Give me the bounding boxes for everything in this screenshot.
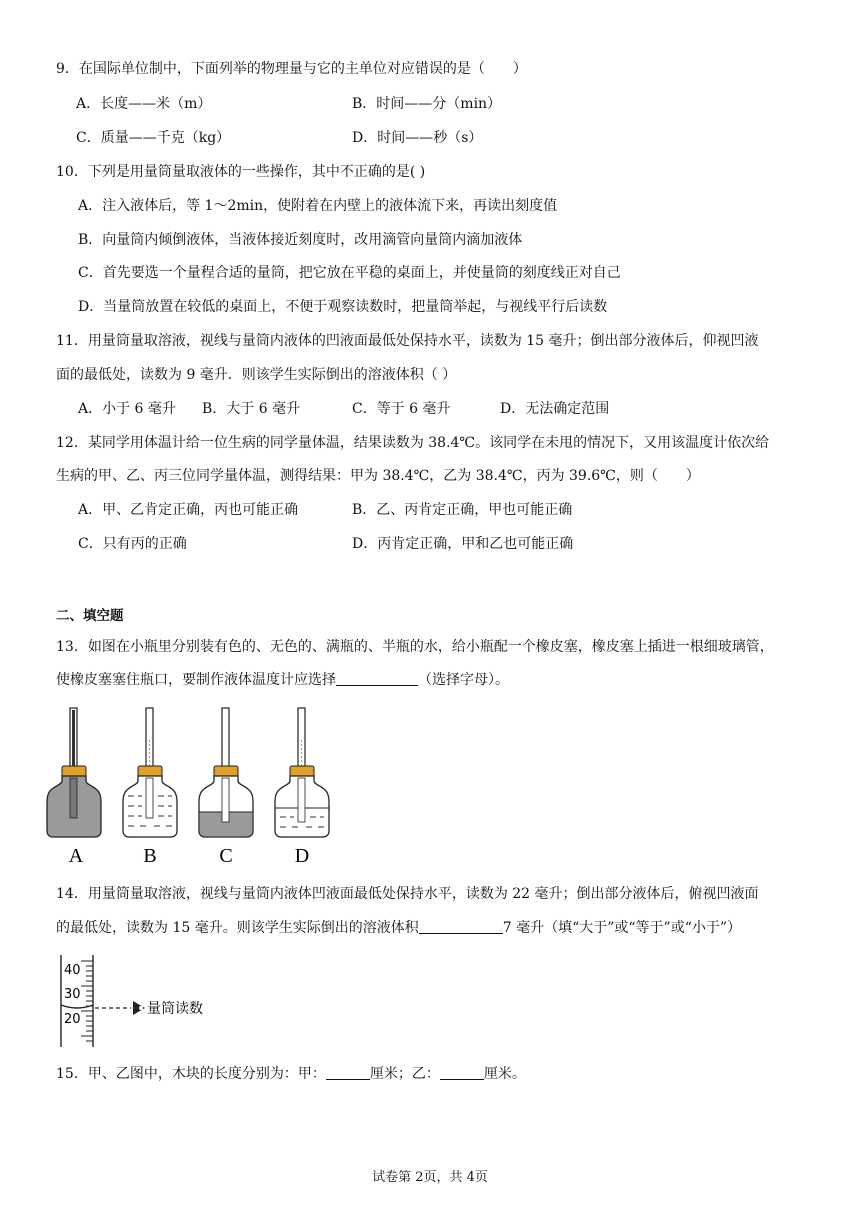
q12-option-d: D．丙肯定正确，甲和乙也可能正确 bbox=[352, 536, 574, 552]
q11-option-a: A．小于 6 毫升 bbox=[78, 401, 176, 417]
q14-stem-line1: 14．用量筒量取溶液，视线与量筒内液体凹液面最低处保持水平，读数为 22 毫升；倒出部分液体后，俯视凹液面 bbox=[56, 886, 759, 902]
q13-answer-blank[interactable] bbox=[336, 670, 418, 686]
bottle-label-b: B bbox=[143, 845, 157, 867]
q15-answer-blank-1[interactable] bbox=[326, 1064, 370, 1080]
q10-option-c: C．首先要选一个量程合适的量筒，把它放在平稳的桌面上，并使量筒的刻度线正对自己 bbox=[78, 265, 621, 281]
bottle-label-c: C bbox=[219, 845, 233, 867]
q13-stem-suffix: （选择字母）。 bbox=[418, 672, 509, 688]
q12-stem-line2: 生病的甲、乙、丙三位同学量体温，测得结果：甲为 38.4℃，乙为 38.4℃，丙为 39.6℃，则（ ） bbox=[56, 468, 700, 484]
bottle-a bbox=[47, 708, 101, 837]
q14-stem-text: 的最低处，读数为 15 毫升。则该学生实际倒出的溶液体积 bbox=[56, 920, 419, 936]
bottle-label-d: D bbox=[294, 845, 310, 867]
q14-stem-line2 bbox=[56, 918, 741, 938]
q9-option-a: A．长度——米（m） bbox=[76, 96, 212, 112]
q9-option-c: C．质量——千克（kg） bbox=[76, 130, 231, 146]
q15-stem bbox=[56, 1064, 526, 1084]
q13-stem-line1: 13．如图在小瓶里分别装有色的、无色的、满瓶的、半瓶的水，给小瓶配一个橡皮塞，橡皮塞上插进一根细玻璃管， bbox=[56, 639, 774, 655]
scale-label-20: 20 bbox=[64, 1012, 81, 1027]
eye-icon bbox=[133, 1001, 145, 1015]
q11-option-d: D．无法确定范围 bbox=[500, 401, 610, 417]
q10-option-b: B．向量筒内倾倒液体，当液体接近刻度时，改用滴管向量筒内滴加液体 bbox=[78, 232, 523, 248]
bottle-b bbox=[123, 708, 177, 837]
q10-option-d: D．当量筒放置在较低的桌面上，不便于观察读数时，把量筒举起，与视线平行后读数 bbox=[78, 299, 608, 315]
q12-option-b: B．乙、丙肯定正确，甲也可能正确 bbox=[352, 502, 573, 518]
q11-stem-line1: 11．用量筒量取溶液，视线与量筒内液体的凹液面最低处保持水平，读数为 15 毫升；倒出部分液体后，仰视凹液 bbox=[56, 333, 759, 349]
q12-option-a: A．甲、乙肯定正确，丙也可能正确 bbox=[78, 502, 299, 518]
q12-stem-line1: 12．某同学用体温计给一位生病的同学量体温，结果读数为 38.4℃。该同学在未甩的情况下，又用该温度计依次给 bbox=[56, 435, 770, 451]
q9-stem: 9．在国际单位制中，下面列举的物理量与它的主单位对应错误的是（ ） bbox=[56, 61, 527, 77]
q11-stem-line2: 面的最低处，读数为 9 毫升．则该学生实际倒出的溶液体积（ ） bbox=[56, 367, 457, 383]
bottles-figure bbox=[50, 700, 350, 870]
q14-answer-blank[interactable] bbox=[419, 918, 503, 934]
q10-stem: 10．下列是用量筒量取液体的一些操作，其中不正确的是( ) bbox=[56, 164, 426, 180]
q11-option-b: B．大于 6 毫升 bbox=[202, 401, 301, 417]
q10-option-a: A．注入液体后，等 1～2min，使附着在内壁上的液体流下来，再读出刻度值 bbox=[78, 198, 558, 214]
page-footer: 试卷第 2页，共 4页 bbox=[372, 1170, 488, 1185]
section-heading: 二、填空题 bbox=[56, 608, 124, 624]
bottle-label-a: A bbox=[68, 845, 84, 867]
scale-label-30: 30 bbox=[64, 987, 81, 1002]
cylinder-caption: 量筒读数 bbox=[147, 1001, 203, 1017]
q11-option-c: C．等于 6 毫升 bbox=[352, 401, 451, 417]
q15-text-a: 15．甲、乙图中，木块的长度分别为：甲： bbox=[56, 1066, 326, 1082]
q15-text-b: 厘米；乙： bbox=[369, 1066, 440, 1082]
cylinder-figure bbox=[55, 955, 275, 1050]
q14-stem-suffix: 7 毫升（填“大于”或“等于”或“小于”） bbox=[502, 920, 742, 936]
q12-option-c: C．只有丙的正确 bbox=[78, 536, 187, 552]
scale-label-40: 40 bbox=[64, 963, 81, 978]
q15-text-c: 厘米。 bbox=[483, 1066, 526, 1082]
q9-option-b: B．时间——分（min） bbox=[352, 96, 502, 112]
q13-stem-line2 bbox=[56, 670, 509, 690]
q9-option-d: D．时间——秒（s） bbox=[352, 130, 483, 146]
bottle-c bbox=[199, 708, 253, 837]
bottle-d bbox=[275, 708, 329, 837]
q15-answer-blank-2[interactable] bbox=[440, 1064, 484, 1080]
q13-stem-text: 使橡皮塞塞住瓶口，要制作液体温度计应选择 bbox=[56, 672, 336, 688]
